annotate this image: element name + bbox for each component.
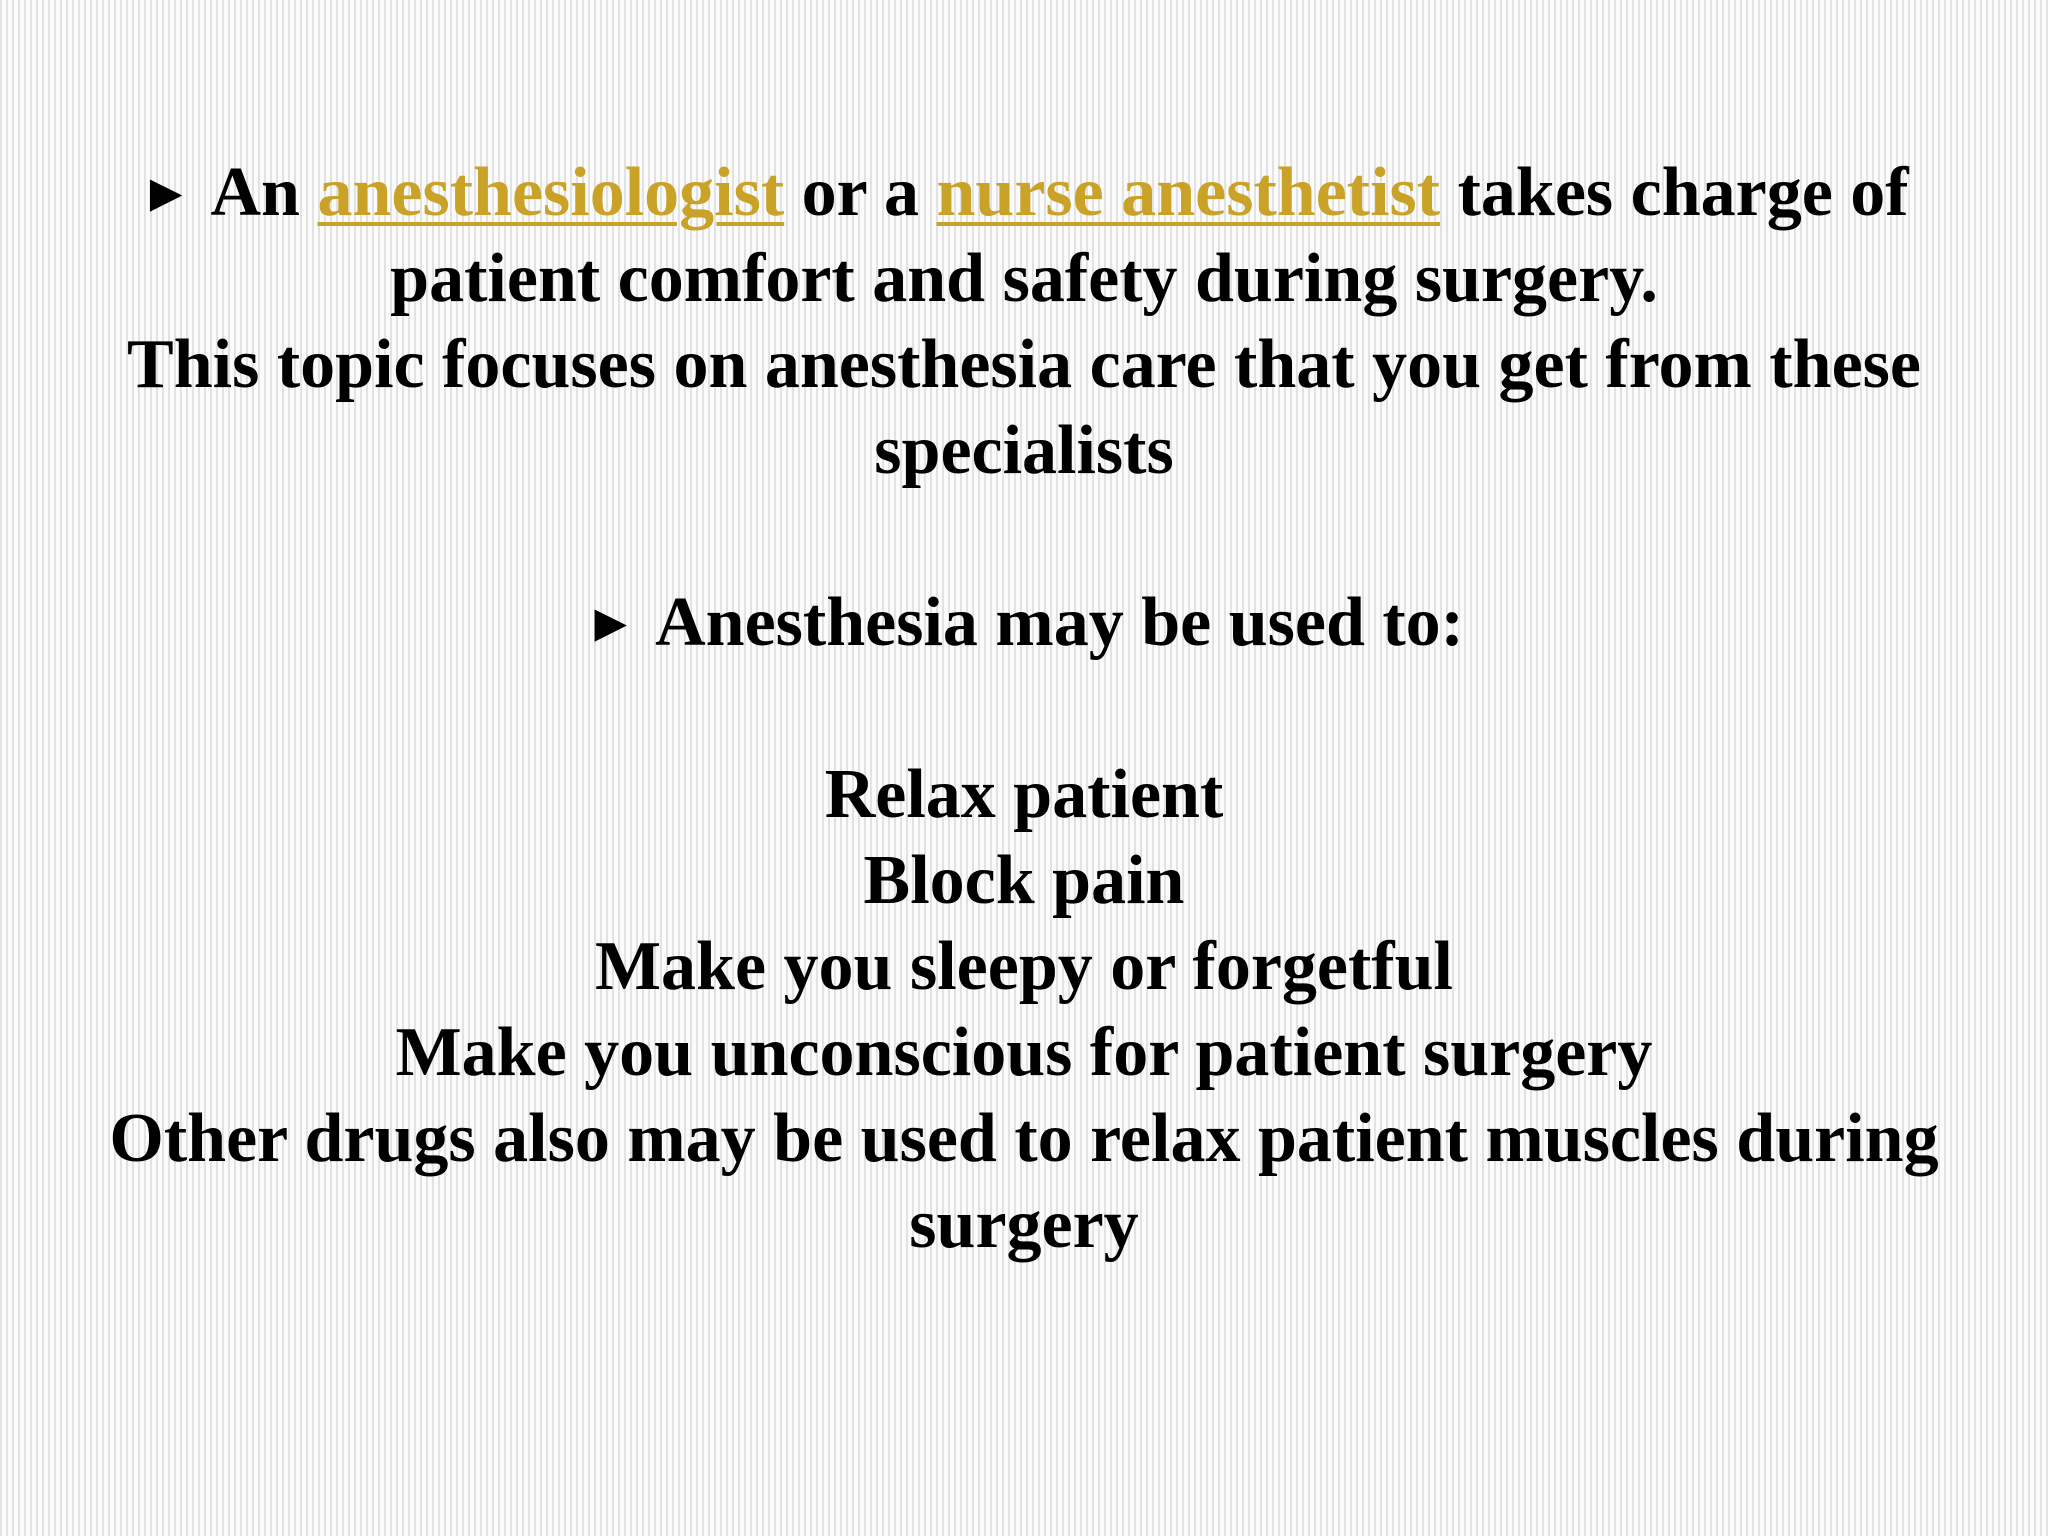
intro-text-before: An <box>210 154 300 231</box>
closing-line-2: surgery <box>909 1186 1139 1263</box>
arrow-bullet-icon: ► <box>584 593 638 653</box>
uses-heading <box>70 580 1978 666</box>
spacer <box>70 666 1978 752</box>
list-item: Relax patient <box>824 756 1224 833</box>
spacer <box>70 494 1978 580</box>
arrow-bullet-icon: ► <box>139 163 193 223</box>
slide-content <box>70 150 1978 1268</box>
intro-line-4: specialists <box>874 412 1174 489</box>
intro-text-middle: or a <box>801 154 919 231</box>
uses-list <box>70 752 1978 1096</box>
intro-text-after: takes charge of <box>1457 154 1909 231</box>
closing-paragraph <box>70 1096 1978 1268</box>
intro-line-2: patient comfort and safety during surgery. <box>390 240 1658 317</box>
anesthesiologist-link[interactable]: anesthesiologist <box>317 154 785 231</box>
intro-paragraph <box>70 150 1978 494</box>
list-item: Make you sleepy or forgetful <box>594 928 1453 1005</box>
intro-line-1 <box>70 150 1978 236</box>
closing-line-1: Other drugs also may be used to relax patient muscles during <box>109 1100 1939 1177</box>
nurse-anesthetist-link[interactable]: nurse anesthetist <box>936 154 1441 231</box>
intro-line-3: This topic focuses on anesthesia care that you get from these <box>127 326 1921 403</box>
list-item: Make you unconscious for patient surgery <box>395 1014 1653 1091</box>
uses-heading-text: Anesthesia may be used to: <box>655 584 1464 661</box>
list-item: Block pain <box>863 842 1185 919</box>
